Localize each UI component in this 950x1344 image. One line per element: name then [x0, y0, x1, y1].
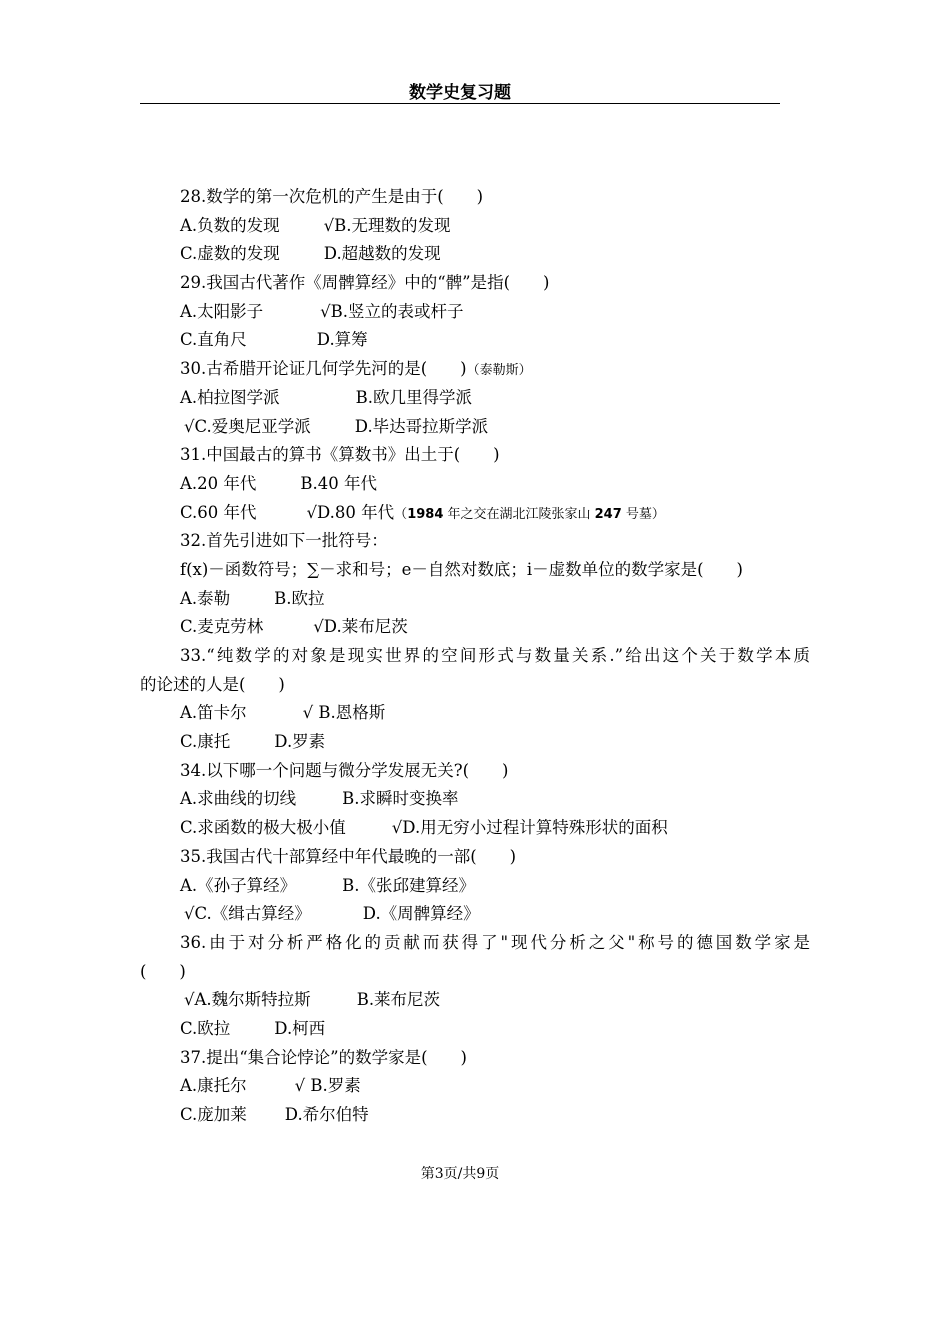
option-a: A.泰勒: [180, 588, 231, 608]
answer-note: （泰勒斯）: [466, 363, 532, 379]
question-28-stem: 28.数学的第一次危机的产生是由于( ): [180, 187, 484, 206]
question-36-options-row-2: [140, 1015, 810, 1044]
option-a: A.康托尔: [180, 1076, 247, 1096]
question-35-options-row-2: [140, 900, 810, 929]
question-32-options-row-2: [140, 613, 810, 642]
question-37-options-row-1: [140, 1072, 810, 1101]
option-d: √D.80 年代: [306, 502, 395, 522]
question-32-options-row-1: [140, 585, 810, 614]
question-34-options-row-2: [140, 814, 810, 843]
option-a: A.负数的发现: [180, 215, 280, 235]
question-37-stem: 37.提出“集合论悖论”的数学家是( ): [180, 1047, 467, 1067]
option-b: B.求瞬时变换率: [342, 789, 459, 809]
option-c: C.麦克劳林: [180, 617, 264, 637]
question-31-options-row-2: [140, 499, 810, 528]
option-c: C.求函数的极大极小值: [180, 818, 346, 838]
question-33-options-row-2: [140, 728, 810, 757]
option-d: √D.莱布尼茨: [313, 617, 408, 637]
question-31-stem: 31.中国最古的算书《算数书》出土于( ): [180, 445, 500, 465]
option-d: D.《周髀算经》: [362, 904, 480, 924]
page-number: 第3页/共9页: [420, 1166, 500, 1182]
header-divider: [140, 103, 780, 104]
question-33-options-row-1: [140, 699, 810, 728]
option-c: C.60 年代: [180, 502, 257, 522]
question-35-options-row-1: [140, 872, 810, 901]
option-b: B.40 年代: [300, 473, 378, 493]
option-b: √ B.恩格斯: [302, 703, 386, 723]
question-34-stem: 34.以下哪一个问题与微分学发展无关?( ): [180, 760, 509, 780]
option-a: A.笛卡尔: [180, 703, 247, 723]
option-b: B.《张邱建算经》: [342, 875, 476, 895]
question-31-options-row-1: [140, 470, 810, 499]
question-33-stem: 33.“纯数学的对象是现实世界的空间形式与数量关系.”给出这个关于数学本质: [180, 646, 810, 665]
page-header-title: 数学史复习题: [409, 83, 511, 103]
question-29-options-row-2: [140, 326, 810, 355]
question-29-stem: 29.我国古代著作《周髀算经》中的“髀”是指( ): [180, 273, 550, 293]
option-b: B.欧几里得学派: [355, 387, 473, 407]
question-28-options-row-1: [140, 212, 810, 241]
option-a: √A.魏尔斯特拉斯: [184, 990, 311, 1010]
question-36-stem-continued: ( ): [140, 961, 186, 981]
option-c: C.庞加莱: [180, 1105, 247, 1124]
option-c: C.欧拉: [180, 1018, 231, 1038]
option-c: C.康托: [180, 732, 231, 752]
option-b: √B.无理数的发现: [323, 215, 451, 235]
question-30-stem: [140, 355, 810, 384]
option-b: B.莱布尼茨: [356, 990, 441, 1010]
option-c: √C.《缉古算经》: [184, 904, 311, 924]
option-c: √C.爱奥尼亚学派: [184, 416, 311, 436]
question-34-options-row-1: [140, 785, 810, 814]
question-32-stem-continued: f(x)－函数符号；∑－求和号；e－自然对数底；i－虚数单位的数学家是( ): [180, 559, 743, 579]
option-d: D.柯西: [274, 1018, 326, 1038]
answer-note: [394, 507, 665, 522]
question-36-options-row-1: [140, 986, 810, 1015]
question-32-stem: 32.首先引进如下一批符号：: [180, 531, 388, 551]
note-end: 号墓）: [621, 506, 665, 522]
option-d: √D.用无穷小过程计算特殊形状的面积: [391, 818, 668, 838]
question-30-options-row-1: [140, 384, 810, 413]
question-28-options-row-2: [140, 240, 810, 269]
question-33-stem-continued: 的论述的人是( ): [140, 674, 285, 694]
question-30-options-row-2: [140, 413, 810, 442]
option-c: C.直角尺: [180, 330, 247, 350]
note-tomb-number: 247: [594, 506, 622, 522]
question-35-stem: 35.我国古代十部算经中年代最晚的一部( ): [180, 846, 517, 866]
option-a: A.20 年代: [180, 473, 257, 493]
question-30-text: 30.古希腊开论证几何学先河的是( ): [180, 359, 467, 379]
option-d: D.算筹: [316, 330, 368, 350]
option-b: √ B.罗素: [294, 1076, 361, 1096]
option-a: A.《孙子算经》: [180, 875, 297, 895]
option-b: √B.竖立的表或杆子: [320, 301, 464, 321]
option-d: D.罗素: [274, 732, 326, 752]
question-36-stem: 36.由于对分析严格化的贡献而获得了"现代分析之父"称号的德国数学家是: [180, 932, 810, 952]
question-list: [140, 183, 810, 1130]
option-d: D.希尔伯特: [284, 1105, 369, 1124]
note-mid: 年之交在湖北江陵张家山: [443, 506, 595, 522]
option-a: A.求曲线的切线: [180, 789, 297, 809]
option-d: D.毕达哥拉斯学派: [354, 416, 489, 436]
question-29-options-row-1: [140, 298, 810, 327]
option-d: D.超越数的发现: [323, 244, 441, 264]
option-a: A.柏拉图学派: [180, 387, 280, 407]
question-37-options-row-2: [140, 1101, 810, 1130]
note-open: （: [394, 506, 408, 522]
option-a: A.太阳影子: [180, 301, 264, 321]
note-year: 1984: [407, 506, 444, 522]
option-b: B.欧拉: [274, 588, 325, 608]
option-c: C.虚数的发现: [180, 244, 280, 264]
